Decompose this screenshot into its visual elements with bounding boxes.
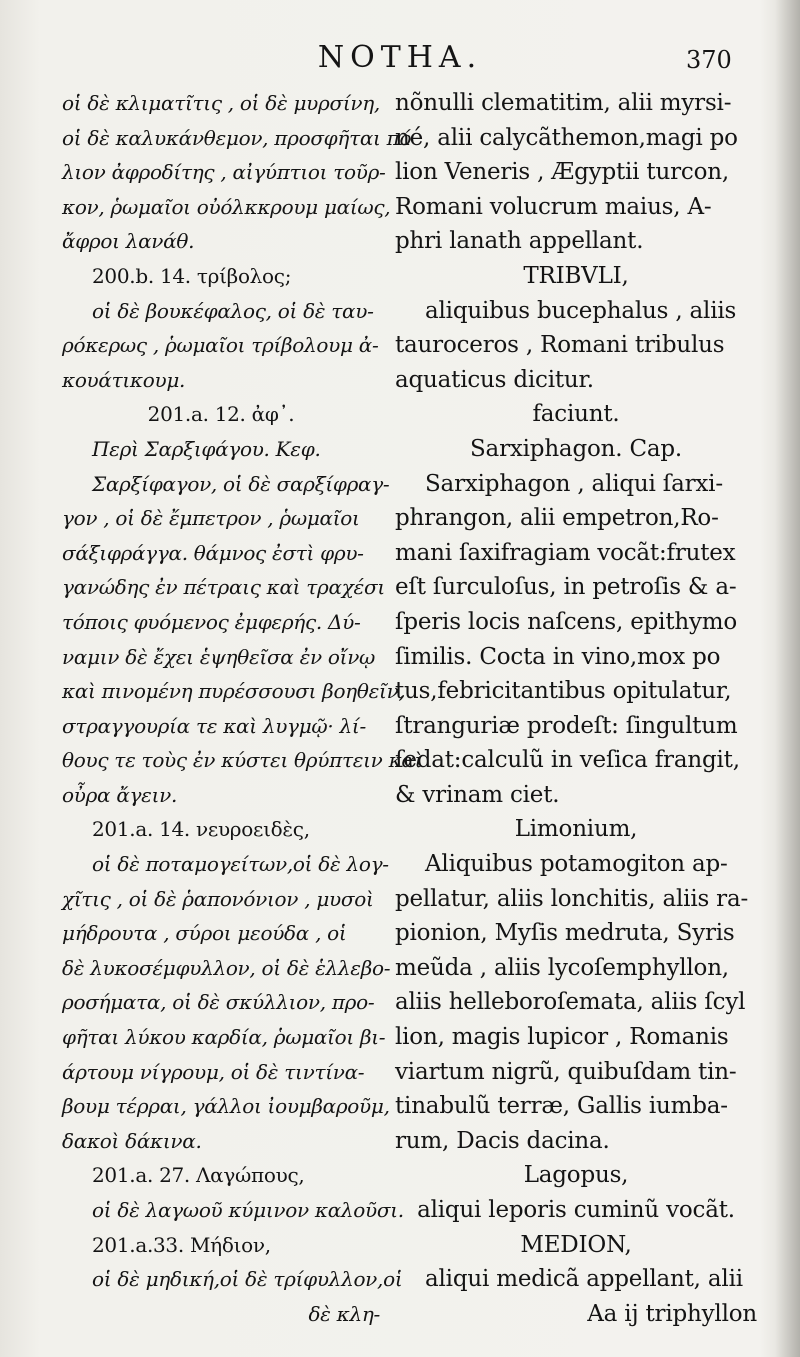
greek-text-line: οἱ δὲ ποταμογείτων,οἱ δὲ λογ- bbox=[92, 852, 389, 877]
latin-text-line: TRIBVLI, bbox=[523, 262, 629, 289]
latin-text-line: Sarxiphagon. Cap. bbox=[470, 435, 682, 462]
greek-text-line: οὖρα ἄγειν. bbox=[62, 782, 178, 807]
greek-text-line: δὲ κλη- bbox=[308, 1301, 380, 1326]
latin-text-line: rum, Dacis dacina. bbox=[395, 1127, 610, 1154]
greek-text-line: δὲ λυκοσέμφυλλον, οἱ δὲ ἑλλεβο- bbox=[62, 955, 391, 980]
greek-text-line: φῆται λύκου καρδία, ῥωμαῖοι βι- bbox=[62, 1025, 386, 1050]
latin-text-line: aliqui medicã appellant, alii bbox=[425, 1266, 743, 1293]
latin-text-line: lion Veneris , Ægyptii turcon, bbox=[395, 159, 729, 186]
greek-text-line: οἱ δὲ βουκέφαλος, οἱ δὲ ταυ- bbox=[92, 298, 374, 323]
latin-text-line: phri lanath appellant. bbox=[395, 228, 644, 255]
greek-text-line: σάξιφράγγα. θάμνος ἐστὶ φρυ- bbox=[62, 540, 364, 565]
latin-text-line: Lagopus, bbox=[523, 1162, 629, 1189]
latin-text-line: aliquibus bucephalus , aliis bbox=[425, 297, 737, 324]
latin-text-line: Aliquibus potamogiton ap- bbox=[425, 851, 728, 878]
greek-text-line: ἄφροι λανάθ. bbox=[62, 229, 195, 254]
latin-column bbox=[395, 86, 757, 1331]
greek-text-line: 200.b. 14. τρίβολος; bbox=[92, 263, 292, 288]
greek-text-line: άρτουμ νίγρουμ, οἱ δὲ τιντίνα- bbox=[62, 1059, 365, 1084]
greek-text-line: ρόκερως , ῥωμαῖοι τρίβολουμ ἀ- bbox=[62, 333, 379, 358]
latin-text-line: aliqui leporis cuminũ vocãt. bbox=[417, 1197, 735, 1223]
greek-text-line: κουάτικουμ. bbox=[62, 367, 186, 392]
latin-text-line: lion, magis lupicor , Romanis bbox=[395, 1024, 729, 1051]
latin-text-line: Aa ij triphyllon bbox=[587, 1300, 757, 1327]
latin-text-line: viartum nigrũ, quibuſdam tin- bbox=[395, 1058, 737, 1085]
latin-text-line: né, alii calycãthemon,magi po bbox=[395, 124, 738, 151]
latin-text-line: phrangon, alii empetron,Ro- bbox=[395, 505, 719, 532]
latin-text-line: Limonium, bbox=[514, 816, 638, 843]
greek-text-line: οἱ δὲ μηδική,οἱ δὲ τρίφυλλον,οἱ bbox=[92, 1267, 403, 1292]
greek-text-line: γανώδης ἐν πέτραις καὶ τραχέσι bbox=[62, 575, 385, 600]
greek-text-line: οἱ δὲ κλιματῖτις , οἱ δὲ μυρσίνη, bbox=[62, 91, 380, 115]
greek-text-line: 201.a.33. Μήδιον, bbox=[92, 1232, 271, 1257]
greek-text-line: κον, ῥωμαῖοι οὐόλκκρουμ μαίως, bbox=[62, 194, 391, 219]
latin-text-line: ſimilis. Cocta in vino,mox po bbox=[395, 643, 721, 670]
greek-text-line: στραγγουρία τε καὶ λυγμῷ· λί- bbox=[62, 713, 366, 738]
latin-text-line: nõnulli clematitim, alii myrsi- bbox=[395, 90, 732, 116]
greek-text-line: μήδρουτα , σύροι μεούδα , οἱ bbox=[62, 921, 347, 946]
greek-column bbox=[62, 86, 423, 1331]
latin-text-line: ſtranguriæ prodeſt: ſingultum bbox=[395, 712, 738, 739]
greek-text-line: ναμιν δὲ ἔχει ἑψηθεῖσα ἐν οἴνῳ bbox=[62, 644, 376, 669]
greek-text-line: χῖτις , οἱ δὲ ῥαπονόνιον , μυσοὶ bbox=[62, 886, 374, 911]
greek-text-line: ροσήματα, οἱ δὲ σκύλλιον, προ- bbox=[62, 990, 375, 1015]
latin-text-line: MEDION, bbox=[520, 1231, 632, 1258]
greek-text-line: δακοὶ δάκινα. bbox=[62, 1128, 202, 1153]
page-edge-shadow bbox=[775, 0, 800, 1357]
greek-text-line: γον , οἱ δὲ ἔμπετρον , ῥωμαῖοι bbox=[62, 506, 360, 531]
latin-text-line: aquaticus dicitur. bbox=[395, 366, 594, 393]
latin-text-line: faciunt. bbox=[532, 401, 620, 428]
greek-text-line: οἱ δὲ καλυκάνθεμον, προσφῆται πό bbox=[62, 125, 412, 150]
latin-text-line: Sarxiphagon , aliqui ſarxi- bbox=[425, 470, 723, 497]
latin-text-line: aliis helleboroſemata, aliis ſcyl bbox=[395, 989, 746, 1016]
latin-text-line: & vrinam ciet. bbox=[395, 781, 560, 808]
greek-text-line: οἱ δὲ λαγωοῦ κύμινον καλοῦσι. bbox=[92, 1198, 404, 1222]
latin-text-line: meũda , aliis lycoſemphyllon, bbox=[395, 954, 729, 981]
latin-text-line: eſt ſurculoſus, in petroſis & a- bbox=[395, 574, 737, 601]
greek-text-line: τόποις φυόμενος ἐμφερής. Δύ- bbox=[62, 609, 361, 634]
latin-text-line: ſperis locis naſcens, epithymo bbox=[395, 608, 738, 635]
latin-text-line: Romani volucrum maius, A- bbox=[395, 193, 712, 220]
greek-text-line: Σαρξίφαγον, οἱ δὲ σαρξίφραγ- bbox=[92, 471, 390, 496]
latin-text-line: tauroceros , Romani tribulus bbox=[395, 332, 725, 359]
latin-text-line: tus,febricitantibus opitulatur, bbox=[395, 678, 732, 705]
greek-text-line: 201.a. 14. νευροειδὲς, bbox=[92, 817, 310, 842]
greek-text-line: λιον ἀφροδίτης , αἰγύπτιοι τοῦρ- bbox=[62, 160, 386, 185]
latin-text-line: pionion, Myſis medruta, Syris bbox=[395, 920, 735, 947]
greek-text-line: βουμ τέρραι, γάλλοι ἰουμβαροῦμ, bbox=[62, 1094, 390, 1119]
latin-text-line: tinabulũ terræ, Gallis iumba- bbox=[395, 1093, 728, 1120]
greek-text-line: 201.a. 27. Λαγώπους, bbox=[92, 1163, 305, 1188]
greek-text-line: καὶ πινομένη πυρέσσουσι βοηθεῖν, bbox=[62, 679, 405, 704]
page-number: 370 bbox=[686, 46, 732, 74]
latin-text-line: pellatur, aliis lonchitis, aliis ra- bbox=[395, 885, 749, 912]
latin-text-line: mani ſaxifragiam vocãt:frutex bbox=[395, 539, 736, 566]
greek-text-line: θους τε τοὺς ἐν κύστει θρύπτειν καὶ bbox=[62, 748, 423, 773]
running-head: NOTHA. bbox=[317, 40, 483, 75]
greek-text-line: 201.a. 12. ἀφ᾽. bbox=[147, 402, 295, 427]
latin-text-line: ſedat:calculũ in veſica frangit, bbox=[395, 747, 740, 774]
greek-text-line: Περὶ Σαρξιφάγου. Κεφ. bbox=[92, 436, 321, 461]
